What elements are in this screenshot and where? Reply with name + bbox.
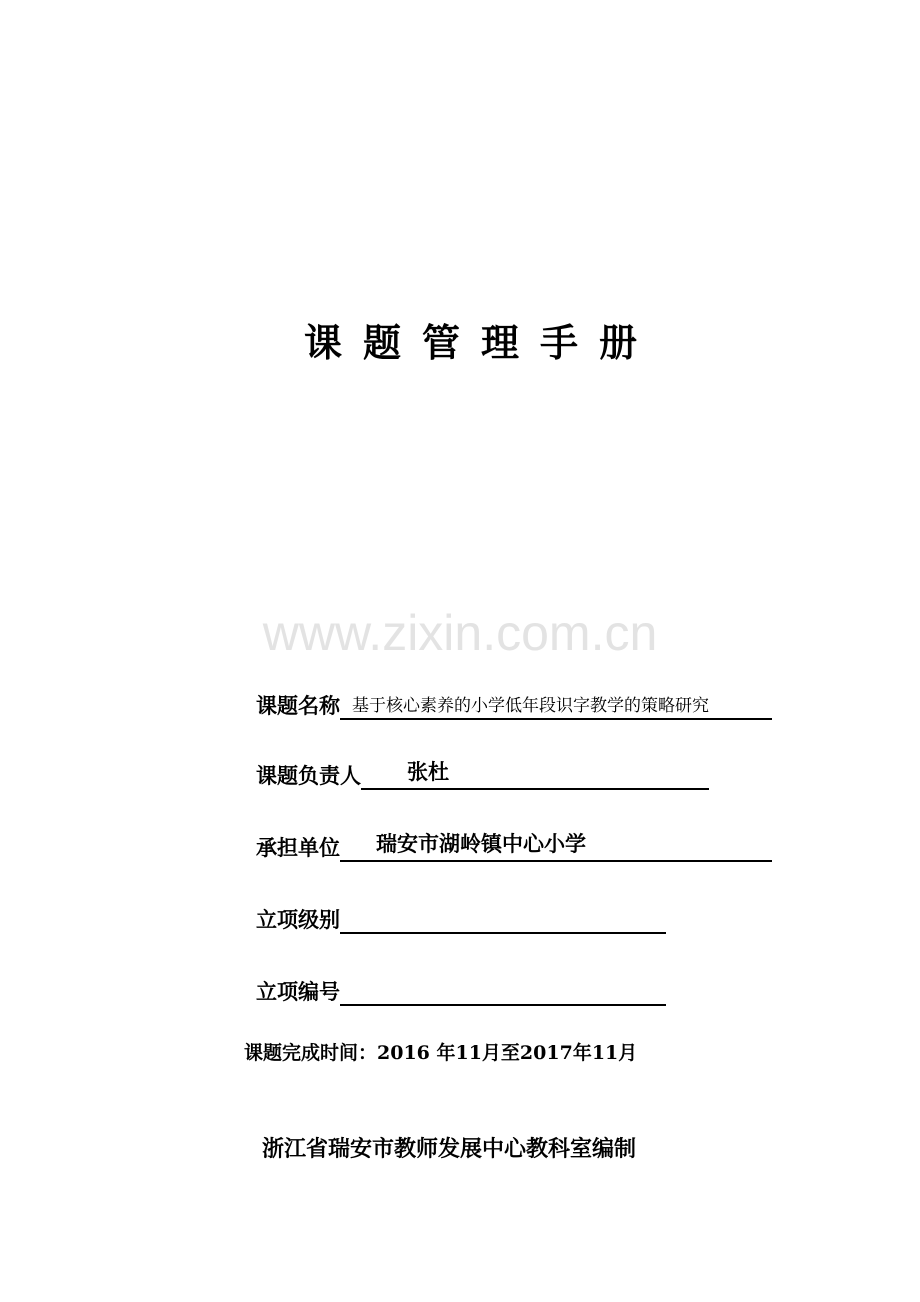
field-project-level <box>256 900 666 934</box>
field-underline <box>340 974 666 1006</box>
field-label: 课题名称 <box>256 693 340 718</box>
editor-credit: 浙江省瑞安市教师发展中心教科室编制 <box>262 1136 637 1162</box>
field-underline <box>361 758 709 790</box>
page-title: 课题管理手册 <box>303 321 658 365</box>
field-label: 承担单位 <box>256 835 340 860</box>
field-value: 张杜 <box>407 759 449 784</box>
field-label: 立项级别 <box>256 907 340 932</box>
field-project-name <box>256 686 772 720</box>
field-value: 瑞安市湖岭镇中心小学 <box>376 831 586 856</box>
field-label: 立项编号 <box>256 979 340 1004</box>
field-value: 基于核心素养的小学低年段识字教学的策略研究 <box>352 696 709 716</box>
completion-period: 课题完成时间：2016 年11月至2017年11月 <box>244 1042 638 1064</box>
field-underline <box>340 830 772 862</box>
field-underline <box>340 902 666 934</box>
field-undertaking-unit <box>256 828 772 862</box>
field-project-number <box>256 972 666 1006</box>
field-underline <box>340 688 772 720</box>
field-label: 课题负责人 <box>256 763 361 788</box>
field-project-leader <box>256 756 709 790</box>
watermark: www.zixin.com.cn <box>262 605 658 661</box>
